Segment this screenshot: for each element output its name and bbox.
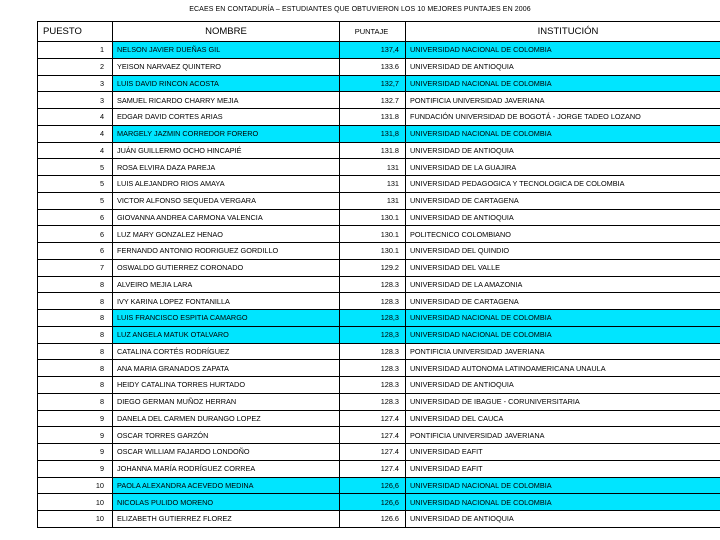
puntaje-cell: 132.7 [340, 92, 406, 109]
institucion-cell: UNIVERSIDAD NACIONAL DE COLOMBIA [406, 494, 720, 511]
nombre-cell: SAMUEL RICARDO CHARRY MEJIA [113, 92, 340, 109]
institucion-cell: UNIVERSIDAD NACIONAL DE COLOMBIA [406, 326, 720, 343]
institucion-cell: UNIVERSIDAD DE IBAGUE - CORUNIVERSITARIA [406, 393, 720, 410]
institucion-cell: UNIVERSIDAD EAFIT [406, 444, 720, 461]
table-row [38, 125, 720, 142]
institucion-cell: UNIVERSIDAD NACIONAL DE COLOMBIA [406, 42, 720, 59]
institucion-cell: UNIVERSIDAD PEDAGOGICA Y TECNOLOGICA DE COLOMBIA [406, 176, 720, 193]
table-row [38, 326, 720, 343]
puesto-cell: 6 [38, 226, 113, 243]
puesto-cell: 8 [38, 293, 113, 310]
nombre-cell: DIEGO GERMAN MUÑOZ HERRAN [113, 393, 340, 410]
puntaje-cell: 127.4 [340, 460, 406, 477]
puesto-cell: 9 [38, 427, 113, 444]
puntaje-cell: 130.1 [340, 209, 406, 226]
puntaje-cell: 128.3 [340, 377, 406, 394]
puntaje-cell: 131.8 [340, 142, 406, 159]
table-body [38, 42, 720, 528]
institucion-cell: PONTIFICIA UNIVERSIDAD JAVERIANA [406, 92, 720, 109]
puesto-cell: 9 [38, 410, 113, 427]
header-institucion: INSTITUCIÓN [406, 22, 720, 42]
puntaje-cell: 132,7 [340, 75, 406, 92]
puesto-cell: 6 [38, 209, 113, 226]
puesto-cell: 9 [38, 460, 113, 477]
institucion-cell: UNIVERSIDAD EAFIT [406, 460, 720, 477]
puntaje-cell: 128.3 [340, 293, 406, 310]
table-row [38, 310, 720, 327]
institucion-cell: UNIVERSIDAD DE ANTIOQUIA [406, 58, 720, 75]
institucion-cell: UNIVERSIDAD DE CARTAGENA [406, 293, 720, 310]
nombre-cell: ELIZABETH GUTIERREZ FLOREZ [113, 511, 340, 528]
puesto-cell: 3 [38, 92, 113, 109]
institucion-cell: UNIVERSIDAD DE LA AMAZONIA [406, 276, 720, 293]
puntaje-cell: 131 [340, 176, 406, 193]
table-row [38, 393, 720, 410]
puesto-cell: 10 [38, 477, 113, 494]
institucion-cell: UNIVERSIDAD DE ANTIOQUIA [406, 209, 720, 226]
puesto-cell: 8 [38, 360, 113, 377]
nombre-cell: OSWALDO GUTIERREZ CORONADO [113, 259, 340, 276]
puesto-cell: 4 [38, 109, 113, 126]
table-row [38, 192, 720, 209]
puesto-cell: 9 [38, 444, 113, 461]
nombre-cell: NICOLAS PULIDO MORENO [113, 494, 340, 511]
puesto-cell: 4 [38, 142, 113, 159]
puntaje-cell: 127.4 [340, 410, 406, 427]
puesto-cell: 7 [38, 259, 113, 276]
puesto-cell: 10 [38, 494, 113, 511]
table-row [38, 209, 720, 226]
puntaje-cell: 128.3 [340, 393, 406, 410]
results-table [37, 21, 720, 528]
table-row [38, 360, 720, 377]
puntaje-cell: 128,3 [340, 310, 406, 327]
puesto-cell: 1 [38, 42, 113, 59]
table-row [38, 427, 720, 444]
table-row [38, 460, 720, 477]
nombre-cell: CATALINA CORTÉS RODRÍGUEZ [113, 343, 340, 360]
puesto-cell: 6 [38, 243, 113, 260]
puntaje-cell: 130.1 [340, 226, 406, 243]
nombre-cell: LUIS ALEJANDRO RIOS AMAYA [113, 176, 340, 193]
table-row [38, 477, 720, 494]
table-row [38, 92, 720, 109]
puntaje-cell: 126,6 [340, 494, 406, 511]
table-row [38, 377, 720, 394]
puntaje-cell: 129.2 [340, 259, 406, 276]
institucion-cell: PONTIFICIA UNIVERSIDAD JAVERIANA [406, 343, 720, 360]
table-row [38, 109, 720, 126]
puntaje-cell: 131.8 [340, 109, 406, 126]
institucion-cell: FUNDACIÓN UNIVERSIDAD DE BOGOTÁ - JORGE TADEO LOZANO [406, 109, 720, 126]
puntaje-cell: 127.4 [340, 444, 406, 461]
table-row [38, 75, 720, 92]
table-row [38, 293, 720, 310]
puntaje-cell: 130.1 [340, 243, 406, 260]
institucion-cell: UNIVERSIDAD DE ANTIOQUIA [406, 511, 720, 528]
nombre-cell: YEISON NARVAEZ QUINTERO [113, 58, 340, 75]
puesto-cell: 8 [38, 393, 113, 410]
nombre-cell: DANELA DEL CARMEN DURANGO LOPEZ [113, 410, 340, 427]
nombre-cell: JUÁN GUILLERMO OCHO HINCAPIÉ [113, 142, 340, 159]
puntaje-cell: 131,8 [340, 125, 406, 142]
institucion-cell: UNIVERSIDAD NACIONAL DE COLOMBIA [406, 75, 720, 92]
table-row [38, 511, 720, 528]
nombre-cell: FERNANDO ANTONIO RODRIGUEZ GORDILLO [113, 243, 340, 260]
table-row [38, 276, 720, 293]
nombre-cell: LUZ ANGELA MATUK OTALVARO [113, 326, 340, 343]
table-row [38, 243, 720, 260]
nombre-cell: EDGAR DAVID CORTES ARIAS [113, 109, 340, 126]
document-title: ECAES EN CONTADURÍA – ESTUDIANTES QUE OBTUVIERON LOS 10 MEJORES PUNTAJES EN 2006 [189, 6, 531, 13]
table-row [38, 159, 720, 176]
nombre-cell: IVY KARINA LOPEZ FONTANILLA [113, 293, 340, 310]
puntaje-cell: 128,3 [340, 326, 406, 343]
nombre-cell: LUIS FRANCISCO ESPITIA CAMARGO [113, 310, 340, 327]
nombre-cell: OSCAR WILLIAM FAJARDO LONDOÑO [113, 444, 340, 461]
puesto-cell: 5 [38, 176, 113, 193]
institucion-cell: PONTIFICIA UNIVERSIDAD JAVERIANA [406, 427, 720, 444]
header-nombre: NOMBRE [113, 22, 340, 42]
table-row [38, 410, 720, 427]
nombre-cell: VICTOR ALFONSO SEQUEDA VERGARA [113, 192, 340, 209]
nombre-cell: PAOLA ALEXANDRA ACEVEDO MEDINA [113, 477, 340, 494]
institucion-cell: UNIVERSIDAD DE LA GUAJIRA [406, 159, 720, 176]
table-row [38, 142, 720, 159]
institucion-cell: UNIVERSIDAD NACIONAL DE COLOMBIA [406, 310, 720, 327]
institucion-cell: UNIVERSIDAD DEL VALLE [406, 259, 720, 276]
nombre-cell: ROSA ELVIRA DAZA PAREJA [113, 159, 340, 176]
table-row [38, 343, 720, 360]
puntaje-cell: 126.6 [340, 511, 406, 528]
puesto-cell: 8 [38, 326, 113, 343]
institucion-cell: UNIVERSIDAD DE ANTIOQUIA [406, 377, 720, 394]
nombre-cell: HEIDY CATALINA TORRES HURTADO [113, 377, 340, 394]
puntaje-cell: 126,6 [340, 477, 406, 494]
table-row [38, 226, 720, 243]
nombre-cell: LUZ MARY GONZALEZ HENAO [113, 226, 340, 243]
puesto-cell: 5 [38, 192, 113, 209]
puntaje-cell: 131 [340, 192, 406, 209]
puntaje-cell: 131 [340, 159, 406, 176]
table-row [38, 444, 720, 461]
table-row [38, 42, 720, 59]
institucion-cell: UNIVERSIDAD DE ANTIOQUIA [406, 142, 720, 159]
nombre-cell: ALVEIRO MEJIA LARA [113, 276, 340, 293]
institucion-cell: UNIVERSIDAD DEL CAUCA [406, 410, 720, 427]
institucion-cell: UNIVERSIDAD AUTONOMA LATINOAMERICANA UNAULA [406, 360, 720, 377]
header-puntaje: PUNTAJE [340, 22, 406, 42]
puesto-cell: 8 [38, 377, 113, 394]
institucion-cell: UNIVERSIDAD NACIONAL DE COLOMBIA [406, 477, 720, 494]
table-row [38, 58, 720, 75]
puntaje-cell: 128.3 [340, 276, 406, 293]
puntaje-cell: 127.4 [340, 427, 406, 444]
puesto-cell: 5 [38, 159, 113, 176]
puntaje-cell: 133.6 [340, 58, 406, 75]
table-row [38, 259, 720, 276]
nombre-cell: LUIS DAVID RINCON ACOSTA [113, 75, 340, 92]
nombre-cell: GIOVANNA ANDREA CARMONA VALENCIA [113, 209, 340, 226]
nombre-cell: JOHANNA MARÍA RODRÍGUEZ CORREA [113, 460, 340, 477]
table-row [38, 176, 720, 193]
nombre-cell: NELSON JAVIER DUEÑAS GIL [113, 42, 340, 59]
nombre-cell: OSCAR TORRES GARZÓN [113, 427, 340, 444]
puesto-cell: 2 [38, 58, 113, 75]
institucion-cell: POLITECNICO COLOMBIANO [406, 226, 720, 243]
puesto-cell: 8 [38, 276, 113, 293]
puesto-cell: 8 [38, 343, 113, 360]
institucion-cell: UNIVERSIDAD DE CARTAGENA [406, 192, 720, 209]
puntaje-cell: 128.3 [340, 360, 406, 377]
table-row [38, 494, 720, 511]
nombre-cell: MARGELY JAZMIN CORREDOR FORERO [113, 125, 340, 142]
header-puesto: PUESTO [38, 22, 113, 42]
institucion-cell: UNIVERSIDAD NACIONAL DE COLOMBIA [406, 125, 720, 142]
puesto-cell: 8 [38, 310, 113, 327]
puesto-cell: 4 [38, 125, 113, 142]
header-row [38, 22, 720, 42]
puesto-cell: 3 [38, 75, 113, 92]
puntaje-cell: 137,4 [340, 42, 406, 59]
puntaje-cell: 128.3 [340, 343, 406, 360]
nombre-cell: ANA MARIA GRANADOS ZAPATA [113, 360, 340, 377]
institucion-cell: UNIVERSIDAD DEL QUINDIO [406, 243, 720, 260]
puesto-cell: 10 [38, 511, 113, 528]
